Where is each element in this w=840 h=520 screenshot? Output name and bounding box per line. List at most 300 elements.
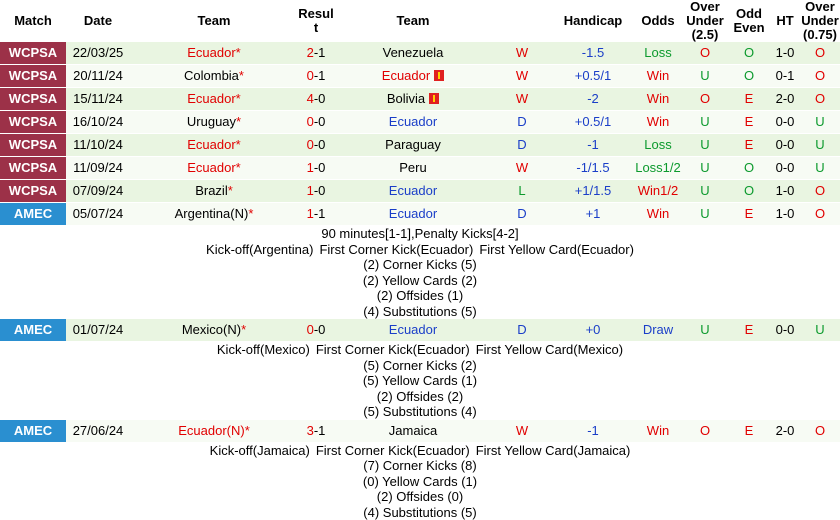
match-date-text: 16/10/24: [73, 114, 124, 129]
home-team: [130, 134, 298, 157]
away-team: [334, 65, 492, 88]
odd-even: [728, 420, 770, 443]
handicap: [552, 319, 634, 342]
odd-even: [728, 319, 770, 342]
match-date: [66, 319, 130, 342]
corner-kicks: (5) Corner Kicks (2): [0, 358, 840, 374]
header-match: Match: [0, 0, 66, 42]
table-header-row: [0, 0, 840, 42]
odds-result-text: Win: [647, 206, 669, 221]
match-score-text: 0-0: [307, 322, 326, 337]
half-time: [770, 42, 800, 65]
away-team: [334, 157, 492, 180]
result-wl-text: W: [516, 45, 528, 60]
home-team: [130, 420, 298, 443]
over-under-075: [800, 420, 840, 443]
yellow-cards: (2) Yellow Cards (2): [0, 273, 840, 289]
over-under: [682, 111, 728, 134]
home-marker: *: [236, 160, 241, 175]
handicap-text: -1.5: [582, 45, 604, 60]
home-team-text: Argentina(N): [175, 206, 249, 221]
odds-result-text: Loss1/2: [635, 160, 681, 175]
competition-badge: [0, 420, 66, 443]
over-under-075: [800, 42, 840, 65]
odds-result-text: Win: [647, 91, 669, 106]
yellow-cards: (5) Yellow Cards (1): [0, 373, 840, 389]
match-detail-row: [0, 226, 840, 320]
over-under-075-text: O: [815, 45, 825, 60]
match-score: [298, 42, 334, 65]
away-team-text: Peru: [399, 160, 426, 175]
first-yellow-card: First Yellow Card(Mexico): [476, 342, 623, 357]
away-team-text: Ecuador: [389, 206, 437, 221]
odds-result: [634, 319, 682, 342]
over-under-075-text: O: [815, 423, 825, 438]
odds-result: [634, 65, 682, 88]
half-time: [770, 134, 800, 157]
kick-off: Kick-off(Jamaica): [210, 443, 310, 458]
result-wl: [492, 88, 552, 111]
home-team: [130, 65, 298, 88]
odd-even-text: E: [745, 91, 754, 106]
over-under-075: [800, 157, 840, 180]
over-under-text: U: [700, 322, 709, 337]
match-score: [298, 420, 334, 443]
first-corner-kick: First Corner Kick(Ecuador): [316, 342, 470, 357]
odds-result-text: Draw: [643, 322, 673, 337]
odds-result: [634, 203, 682, 226]
odds-result: [634, 111, 682, 134]
home-team: [130, 88, 298, 111]
over-under-075: [800, 88, 840, 111]
half-time: [770, 65, 800, 88]
match-row[interactable]: [0, 134, 840, 157]
offsides: (2) Offsides (0): [0, 489, 840, 505]
match-row[interactable]: [0, 42, 840, 65]
match-score-text: 0-0: [307, 114, 326, 129]
home-team: [130, 42, 298, 65]
over-under: [682, 180, 728, 203]
first-events-line: [0, 342, 840, 358]
substitutions: (4) Substitutions (5): [0, 505, 840, 520]
result-wl-text: W: [516, 91, 528, 106]
half-time-text: 0-0: [776, 322, 795, 337]
odd-even-text: O: [744, 160, 754, 175]
competition-badge-text: AMEC: [14, 206, 52, 221]
away-team-text: Ecuador: [389, 322, 437, 337]
substitutions: (5) Substitutions (4): [0, 404, 840, 420]
handicap: [552, 65, 634, 88]
away-team: [334, 180, 492, 203]
odd-even-text: O: [744, 45, 754, 60]
handicap-text: -1: [587, 423, 599, 438]
match-score: [298, 319, 334, 342]
competition-badge: [0, 111, 66, 134]
corner-kicks: (7) Corner Kicks (8): [0, 458, 840, 474]
home-team: [130, 157, 298, 180]
over-under: [682, 157, 728, 180]
half-time: [770, 203, 800, 226]
match-date-text: 11/09/24: [73, 160, 123, 175]
result-wl: [492, 134, 552, 157]
odds-result-text: Win1/2: [638, 183, 678, 198]
odds-result: [634, 134, 682, 157]
match-date: [66, 420, 130, 443]
over-under: [682, 420, 728, 443]
handicap: [552, 134, 634, 157]
away-team: [334, 319, 492, 342]
over-under-075-text: U: [815, 160, 824, 175]
over-under-075-text: U: [815, 322, 824, 337]
home-marker: *: [241, 322, 246, 337]
over-under-text: U: [700, 137, 709, 152]
match-row[interactable]: [0, 180, 840, 203]
match-date: [66, 203, 130, 226]
home-marker: *: [228, 183, 233, 198]
match-detail-cell: [0, 442, 840, 520]
match-date: [66, 157, 130, 180]
match-date-text: 07/09/24: [73, 183, 124, 198]
first-corner-kick: First Corner Kick(Ecuador): [319, 242, 473, 257]
over-under-text: U: [700, 114, 709, 129]
handicap-text: +0.5/1: [575, 68, 612, 83]
home-marker: *: [236, 114, 241, 129]
over-under-text: O: [700, 91, 710, 106]
first-events-line: [0, 443, 840, 459]
away-team: [334, 420, 492, 443]
competition-badge-text: WCPSA: [9, 68, 57, 83]
odd-even: [728, 134, 770, 157]
away-team: [334, 111, 492, 134]
yellow-cards: (0) Yellow Cards (1): [0, 474, 840, 490]
result-wl-text: D: [517, 137, 526, 152]
handicap-text: -1: [587, 137, 599, 152]
half-time: [770, 420, 800, 443]
header-team-away: Team: [334, 0, 492, 42]
match-detail-cell: [0, 342, 840, 420]
away-team-text: Jamaica: [389, 423, 437, 438]
kick-off: Kick-off(Mexico): [217, 342, 310, 357]
result-wl: [492, 65, 552, 88]
over-under: [682, 65, 728, 88]
over-under-075-text: U: [815, 137, 824, 152]
home-marker: *: [248, 206, 253, 221]
home-marker: *: [245, 423, 250, 438]
away-team-text: Ecuador: [389, 183, 437, 198]
handicap: [552, 157, 634, 180]
handicap: [552, 88, 634, 111]
first-yellow-card: First Yellow Card(Jamaica): [476, 443, 631, 458]
match-date-text: 27/06/24: [73, 423, 124, 438]
match-score: [298, 88, 334, 111]
odd-even: [728, 88, 770, 111]
home-team-text: Mexico(N): [182, 322, 241, 337]
home-marker: *: [236, 45, 241, 60]
away-team-text: Venezuela: [383, 45, 444, 60]
half-time: [770, 180, 800, 203]
odd-even: [728, 111, 770, 134]
competition-badge-text: WCPSA: [9, 160, 57, 175]
result-wl: [492, 319, 552, 342]
over-under-text: U: [700, 68, 709, 83]
peru-flag-icon: [429, 93, 439, 104]
odds-result-text: Win: [647, 114, 669, 129]
away-team-text: Ecuador: [382, 68, 430, 83]
result-wl: [492, 42, 552, 65]
substitutions: (4) Substitutions (5): [0, 304, 840, 320]
match-score: [298, 180, 334, 203]
match-row[interactable]: [0, 65, 840, 88]
competition-badge-text: WCPSA: [9, 45, 57, 60]
header-result: Resul t: [298, 0, 334, 42]
competition-badge: [0, 180, 66, 203]
half-time-text: 2-0: [776, 423, 795, 438]
match-score: [298, 157, 334, 180]
handicap: [552, 203, 634, 226]
match-date: [66, 111, 130, 134]
over-under-075: [800, 319, 840, 342]
match-score-text: 0-1: [307, 68, 326, 83]
half-time: [770, 157, 800, 180]
over-under-075-text: O: [815, 183, 825, 198]
over-under: [682, 42, 728, 65]
handicap-text: +1/1.5: [575, 183, 612, 198]
away-team-text: Bolivia: [387, 91, 425, 106]
competition-badge: [0, 319, 66, 342]
competition-badge: [0, 157, 66, 180]
over-under: [682, 203, 728, 226]
match-date: [66, 180, 130, 203]
match-detail-cell: [0, 226, 840, 320]
header-odd-even: Odd Even: [728, 0, 770, 42]
half-time-text: 1-0: [776, 183, 795, 198]
home-team-text: Brazil: [195, 183, 228, 198]
competition-badge: [0, 203, 66, 226]
odd-even: [728, 180, 770, 203]
over-under-075-text: O: [815, 91, 825, 106]
home-team-text: Ecuador: [187, 45, 235, 60]
over-under-075-text: U: [815, 114, 824, 129]
odds-result-text: Loss: [644, 137, 671, 152]
over-under-075-text: O: [815, 68, 825, 83]
odd-even: [728, 65, 770, 88]
match-date-text: 20/11/24: [73, 68, 123, 83]
over-under-075: [800, 65, 840, 88]
away-team-text: Ecuador: [389, 114, 437, 129]
handicap-text: +0.5/1: [575, 114, 612, 129]
kick-off: Kick-off(Argentina): [206, 242, 313, 257]
odds-result: [634, 157, 682, 180]
odds-result: [634, 42, 682, 65]
half-time-text: 0-0: [776, 137, 795, 152]
half-time-text: 0-0: [776, 114, 795, 129]
match-date: [66, 65, 130, 88]
over-under-075-text: O: [815, 206, 825, 221]
half-time-text: 2-0: [776, 91, 795, 106]
away-team-text: Paraguay: [385, 137, 441, 152]
result-wl-text: W: [516, 68, 528, 83]
match-row[interactable]: [0, 157, 840, 180]
handicap-text: -1/1.5: [576, 160, 609, 175]
competition-badge: [0, 134, 66, 157]
result-wl-text: D: [517, 322, 526, 337]
match-date-text: 01/07/24: [73, 322, 124, 337]
match-row[interactable]: [0, 203, 840, 226]
competition-badge-text: WCPSA: [9, 114, 57, 129]
handicap-text: +0: [586, 322, 601, 337]
result-wl-text: L: [518, 183, 525, 198]
competition-badge: [0, 42, 66, 65]
match-score-text: 4-0: [307, 91, 326, 106]
odd-even-text: E: [745, 322, 754, 337]
match-row[interactable]: [0, 111, 840, 134]
competition-badge: [0, 88, 66, 111]
odds-result-text: Loss: [644, 45, 671, 60]
home-team-text: Ecuador: [187, 160, 235, 175]
result-wl-text: D: [517, 206, 526, 221]
odds-result: [634, 420, 682, 443]
result-wl: [492, 420, 552, 443]
peru-flag-icon: [434, 70, 444, 81]
home-team-text: Ecuador(N): [178, 423, 244, 438]
competition-badge-text: WCPSA: [9, 91, 57, 106]
competition-badge-text: AMEC: [14, 322, 52, 337]
match-row[interactable]: [0, 88, 840, 111]
match-date: [66, 42, 130, 65]
result-wl: [492, 111, 552, 134]
match-detail-row: [0, 342, 840, 420]
over-under-075: [800, 111, 840, 134]
odd-even: [728, 157, 770, 180]
odds-result: [634, 180, 682, 203]
first-events-line: [0, 242, 840, 258]
handicap-text: -2: [587, 91, 599, 106]
match-score-text: 1-0: [307, 160, 326, 175]
handicap-text: +1: [586, 206, 601, 221]
offsides: (2) Offsides (1): [0, 288, 840, 304]
result-wl: [492, 180, 552, 203]
half-time-text: 1-0: [776, 45, 795, 60]
match-score-text: 0-0: [307, 137, 326, 152]
home-marker: *: [239, 68, 244, 83]
home-team: [130, 319, 298, 342]
half-time-text: 0-1: [776, 68, 795, 83]
over-under-075: [800, 203, 840, 226]
match-row[interactable]: [0, 319, 840, 342]
away-team: [334, 42, 492, 65]
result-wl: [492, 203, 552, 226]
away-team: [334, 203, 492, 226]
home-team-text: Ecuador: [187, 91, 235, 106]
corner-kicks: (2) Corner Kicks (5): [0, 257, 840, 273]
match-date-text: 15/11/24: [73, 91, 123, 106]
match-date: [66, 88, 130, 111]
odd-even-text: O: [744, 68, 754, 83]
away-team: [334, 134, 492, 157]
header-handicap: Handicap: [552, 0, 634, 42]
match-date-text: 22/03/25: [73, 45, 124, 60]
match-row[interactable]: [0, 420, 840, 443]
result-wl: [492, 157, 552, 180]
odd-even-text: O: [744, 183, 754, 198]
odd-even: [728, 203, 770, 226]
competition-badge-text: WCPSA: [9, 183, 57, 198]
over-under: [682, 319, 728, 342]
home-team-text: Uruguay: [187, 114, 236, 129]
match-score-text: 3-1: [307, 423, 326, 438]
handicap: [552, 180, 634, 203]
match-score-text: 2-1: [307, 45, 326, 60]
odd-even: [728, 42, 770, 65]
header-date: Date: [66, 0, 130, 42]
header-team: Team: [130, 0, 298, 42]
odd-even-text: E: [745, 206, 754, 221]
away-team: [334, 88, 492, 111]
match-date: [66, 134, 130, 157]
over-under: [682, 88, 728, 111]
half-time-text: 0-0: [776, 160, 795, 175]
half-time-text: 1-0: [776, 206, 795, 221]
odds-result-text: Win: [647, 68, 669, 83]
handicap: [552, 420, 634, 443]
over-under-text: O: [700, 45, 710, 60]
header-ht: HT: [770, 0, 800, 42]
competition-badge-text: WCPSA: [9, 137, 57, 152]
match-date-text: 05/07/24: [73, 206, 124, 221]
over-under: [682, 134, 728, 157]
match-score: [298, 111, 334, 134]
match-score-text: 1-1: [307, 206, 326, 221]
competition-badge: [0, 65, 66, 88]
first-yellow-card: First Yellow Card(Ecuador): [479, 242, 634, 257]
over-under-text: U: [700, 206, 709, 221]
over-under-text: U: [700, 160, 709, 175]
handicap: [552, 42, 634, 65]
competition-badge-text: AMEC: [14, 423, 52, 438]
home-team: [130, 111, 298, 134]
result-wl-text: W: [516, 160, 528, 175]
offsides: (2) Offsides (2): [0, 389, 840, 405]
odd-even-text: E: [745, 114, 754, 129]
header-over-under-075: Over Under (0.75): [800, 0, 840, 42]
header-wl: [492, 0, 552, 42]
handicap: [552, 111, 634, 134]
home-team: [130, 180, 298, 203]
odd-even-text: E: [745, 137, 754, 152]
match-detail-row: [0, 442, 840, 520]
match-date-text: 11/10/24: [73, 137, 123, 152]
over-under-text: U: [700, 183, 709, 198]
header-over-under: Over Under (2.5): [682, 0, 728, 42]
odds-result: [634, 88, 682, 111]
result-wl-text: D: [517, 114, 526, 129]
result-wl-text: W: [516, 423, 528, 438]
score-summary: 90 minutes[1-1],Penalty Kicks[4-2]: [0, 226, 840, 242]
home-team-text: Colombia: [184, 68, 239, 83]
header-odds: Odds: [634, 0, 682, 42]
match-score-text: 1-0: [307, 183, 326, 198]
home-marker: *: [236, 137, 241, 152]
half-time: [770, 111, 800, 134]
match-score: [298, 203, 334, 226]
over-under-075: [800, 134, 840, 157]
over-under-075: [800, 180, 840, 203]
half-time: [770, 88, 800, 111]
home-marker: *: [236, 91, 241, 106]
home-team-text: Ecuador: [187, 137, 235, 152]
half-time: [770, 319, 800, 342]
odds-result-text: Win: [647, 423, 669, 438]
